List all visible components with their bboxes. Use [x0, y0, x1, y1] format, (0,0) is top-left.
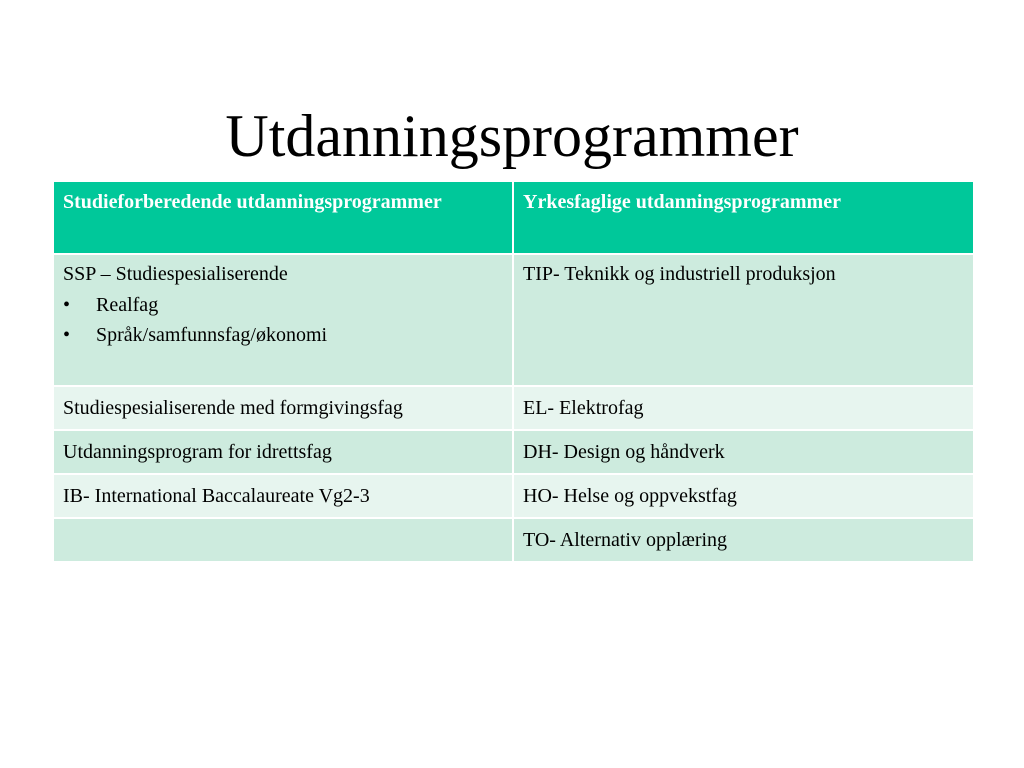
bullet-icon: • [63, 294, 71, 316]
table-cell-right: EL- Elektrofag [513, 386, 974, 430]
table-row [53, 474, 974, 518]
table-cell-right: DH- Design og håndverk [513, 430, 974, 474]
list-item [63, 320, 504, 350]
header-studieforberedende: Studieforberedende utdanningsprogrammer [53, 181, 513, 254]
programs-table [52, 180, 975, 563]
header-yrkesfaglige: Yrkesfaglige utdanningsprogrammer [513, 181, 974, 254]
table-row [53, 254, 974, 386]
list-item-label: Realfag [96, 294, 159, 316]
slide-title: Utdanningsprogrammer [225, 103, 799, 169]
table-cell-left [53, 518, 513, 562]
table-cell-left: Studiespesialiserende med formgivingsfag [53, 386, 513, 430]
table-cell-left [53, 254, 513, 386]
table-cell-left: Utdanningsprogram for idrettsfag [53, 430, 513, 474]
table-row [53, 518, 974, 562]
list-item [63, 290, 504, 320]
table-cell-left: IB- International Baccalaureate Vg2-3 [53, 474, 513, 518]
table-cell-right: TIP- Teknikk og industriell produksjon [513, 254, 974, 386]
table-cell-right: TO- Alternativ opplæring [513, 518, 974, 562]
ssp-bullet-list [63, 290, 504, 350]
table-row [53, 386, 974, 430]
programs-table-container [52, 180, 973, 563]
list-item-label: Språk/samfunnsfag/økonomi [96, 324, 328, 346]
table-header-row [53, 181, 974, 254]
ssp-label: SSP – Studiespesialiserende [63, 263, 288, 285]
table-cell-right: HO- Helse og oppvekstfag [513, 474, 974, 518]
bullet-icon: • [63, 324, 71, 346]
table-row [53, 430, 974, 474]
